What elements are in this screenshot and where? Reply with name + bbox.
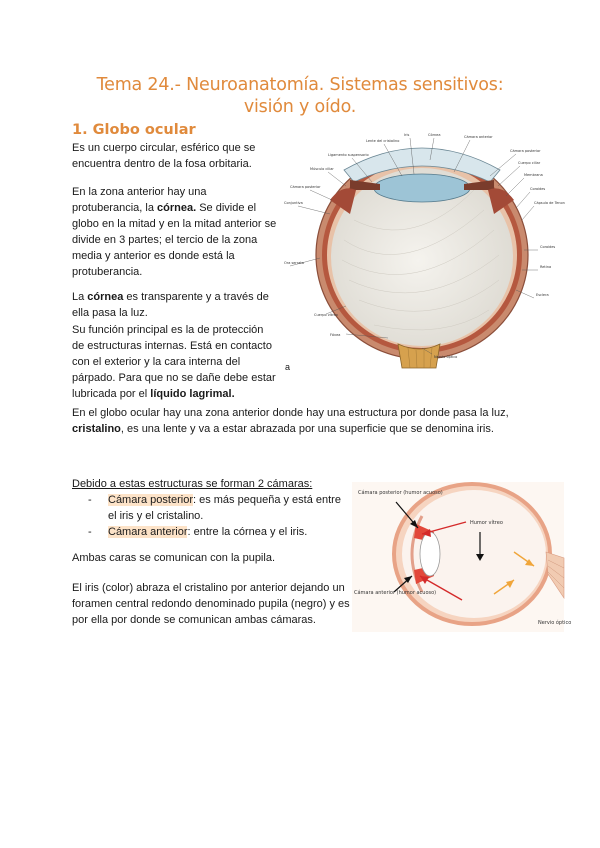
text-span: Se divide el globo en la mitad y en la mitad anterior se divide en 3 partes; el tercio de la zona media y anterior es donde está la protuberancia. (72, 202, 277, 278)
figure-label: Coroides (540, 245, 556, 249)
figure-label: Lente del cristalino (366, 139, 400, 143)
paragraph-function (72, 322, 278, 402)
section-heading-globo-ocular: 1. Globo ocular (72, 122, 196, 138)
paragraph-cristalino (72, 405, 532, 437)
text-span: , es una lente y va a estar abrazada por una superficie que se denomina iris. (120, 423, 494, 435)
term-camara-anterior: Cámara anterior (108, 526, 188, 538)
figure-label: Ora serrata (284, 261, 304, 265)
text-span: Ambas caras se comunican con la pupila. (72, 552, 275, 564)
label-camara-posterior: Cámara posterior (humor acuoso) (358, 490, 443, 496)
lens-shape (374, 174, 470, 202)
figure-label: Iris (404, 133, 410, 137)
text-span: Su función principal es la de protección de estructuras internas. Está en contacto con el exterior y la cara interna del párpado. Para que no se dañe debe estar lubricada por el (72, 324, 276, 400)
figure-label: Coroides (530, 187, 546, 191)
text-span: En el globo ocular hay una zona anterior donde hay una estructura por donde pasa la luz, (72, 407, 509, 419)
list-item-text: : entre la córnea y el iris. (187, 526, 308, 538)
figure-label: Nervio óptico (434, 355, 458, 359)
label-humor-vitreo: Humor vítreo (470, 520, 503, 526)
label-nervio-optico: Nervio óptico (538, 620, 572, 626)
figure-label: Retina (540, 265, 552, 269)
label-camara-anterior: Cámara anterior (humor acuoso) (354, 590, 437, 596)
figure-label: Córnea (428, 133, 441, 137)
chambers-intro-text: Debido a estas estructuras se forman 2 cámaras: (72, 478, 313, 490)
term-cristalino: cristalino (72, 423, 121, 435)
figure-label: Cámara posterior (510, 149, 541, 153)
figure-label: Cápsula de Tenon (534, 201, 565, 205)
term-cornea: córnea. (157, 202, 197, 214)
paragraph-iris (72, 580, 350, 628)
paragraph-cornea-zone (72, 184, 278, 280)
term-camara-posterior: Cámara posterior (108, 494, 193, 506)
list-item (88, 492, 348, 524)
text-span: La (72, 291, 88, 303)
term-cornea: córnea (87, 291, 124, 303)
figure-marker: a (285, 362, 291, 372)
eye-chambers-figure (352, 482, 572, 632)
text-span: En la zona anterior hay una protuberancia, la (72, 186, 207, 214)
paragraph-caras (72, 550, 342, 566)
paragraph-intro-text: Es un cuerpo circular, esférico que se encuentra dentro de la fosa orbitaria. (72, 142, 256, 170)
page-title-line2: visión y oído. (243, 97, 357, 117)
paragraph-chambers-intro (72, 476, 332, 492)
figure-label: Cuerpo vítreo (314, 313, 338, 317)
text-span: es transparente y a través de ella pasa la luz. (72, 291, 269, 319)
paragraph-intro (72, 140, 272, 172)
term-liquido-lagrimal: líquido lagrimal. (150, 388, 235, 400)
figure-label: Cámara posterior (290, 185, 321, 189)
figure-label: Membrana (524, 173, 543, 177)
list-item-text: : es más pequeña y está entre el iris y el cristalino. (108, 494, 341, 522)
list-item (88, 524, 348, 540)
figure-label: Cuerpo ciliar (518, 161, 541, 165)
figure-label: Fóvea (330, 333, 341, 337)
figure-label: Conjuntiva (284, 201, 303, 205)
page-title (0, 74, 600, 118)
paragraph-cornea-transparent (72, 289, 278, 321)
figure-label: Esclera (536, 293, 549, 297)
figure-label: Músculo ciliar (310, 167, 334, 171)
eyeball-section-figure (284, 130, 564, 368)
text-span: El iris (color) abraza el cristalino por anterior dejando un foramen central redondo denominado pupila (negro) y es por ella por donde se comunican ambas cámaras. (72, 582, 350, 626)
page-title-line1: Tema 24.- Neuroanatomía. Sistemas sensitivos: (96, 75, 504, 95)
lens-shape (420, 532, 440, 576)
figure-label: Ligamento suspensorio (328, 153, 369, 157)
chambers-list (88, 492, 348, 540)
figure-label: Cámara anterior (464, 135, 493, 139)
